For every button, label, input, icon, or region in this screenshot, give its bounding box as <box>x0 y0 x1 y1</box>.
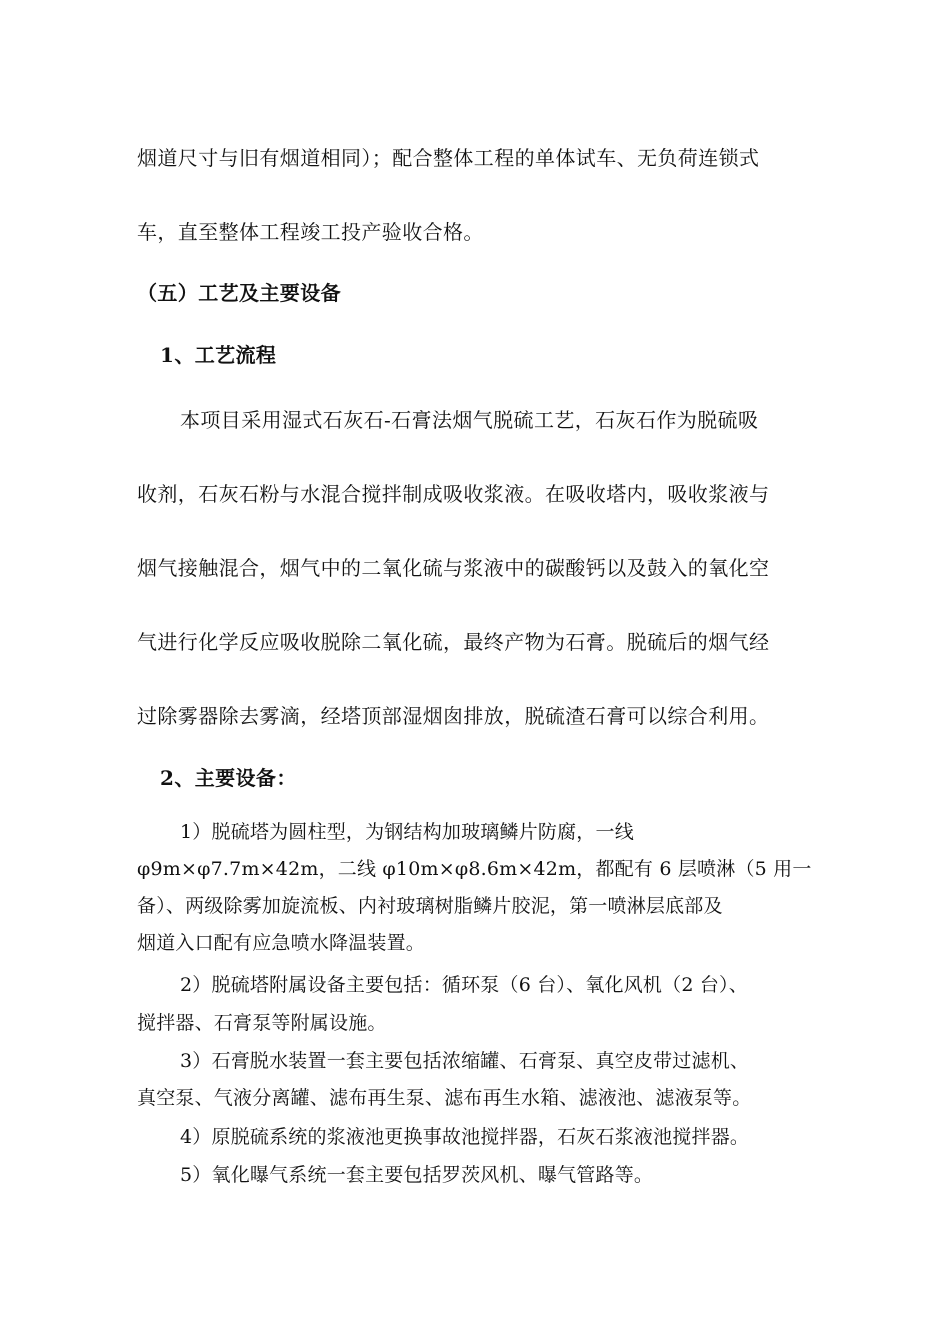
paragraph-line: 收剂，石灰石粉与水混合搅拌制成吸收浆液。在吸收塔内，吸收浆液与 <box>137 482 770 506</box>
paragraph-line: 烟气接触混合，烟气中的二氧化硫与浆液中的碳酸钙以及鼓入的氧化空 <box>137 556 770 580</box>
list-item-line: 4）原脱硫系统的浆液池更换事故池搅拌器，石灰石浆液池搅拌器。 <box>180 1126 750 1148</box>
list-item-line: φ9m×φ7.7m×42m，二线 φ10m×φ8.6m×42m，都配有 6 层喷淋（5 用一 <box>137 858 812 880</box>
list-item-line: 3）石膏脱水装置一套主要包括浓缩罐、石膏泵、真空皮带过滤机、 <box>180 1050 750 1072</box>
list-item-line: 搅拌器、石膏泵等附属设施。 <box>137 1012 387 1034</box>
paragraph-line: 烟道尺寸与旧有烟道相同）；配合整体工程的单体试车、无负荷连锁式 <box>137 146 760 170</box>
list-item-line: 5）氧化曝气系统一套主要包括罗茨风机、曝气管路等。 <box>180 1164 654 1186</box>
list-item-line: 烟道入口配有应急喷水降温装置。 <box>137 932 426 954</box>
paragraph-line: 气进行化学反应吸收脱除二氧化硫，最终产物为石膏。脱硫后的烟气经 <box>137 630 770 654</box>
list-item-line: 2）脱硫塔附属设备主要包括：循环泵（6 台）、氧化风机（2 台）、 <box>180 974 748 996</box>
subsection-heading: 1、工艺流程 <box>160 343 277 367</box>
list-item-line: 备）、两级除雾加旋流板、内衬玻璃树脂鳞片胶泥，第一喷淋层底部及 <box>137 895 723 917</box>
paragraph-line: 车，直至整体工程竣工投产验收合格。 <box>137 220 484 244</box>
subsection-heading: 2、主要设备： <box>160 766 297 790</box>
list-item-line: 1）脱硫塔为圆柱型，为钢结构加玻璃鳞片防腐，一线 <box>180 821 634 843</box>
list-item-line: 真空泵、气液分离罐、滤布再生泵、滤布再生水箱、滤液池、滤液泵等。 <box>137 1087 752 1109</box>
paragraph-line: 过除雾器除去雾滴，经塔顶部湿烟囱排放，脱硫渣石膏可以综合利用。 <box>137 704 770 728</box>
section-heading: （五）工艺及主要设备 <box>137 281 341 305</box>
paragraph-line: 本项目采用湿式石灰石-石膏法烟气脱硫工艺，石灰石作为脱硫吸 <box>180 408 759 432</box>
